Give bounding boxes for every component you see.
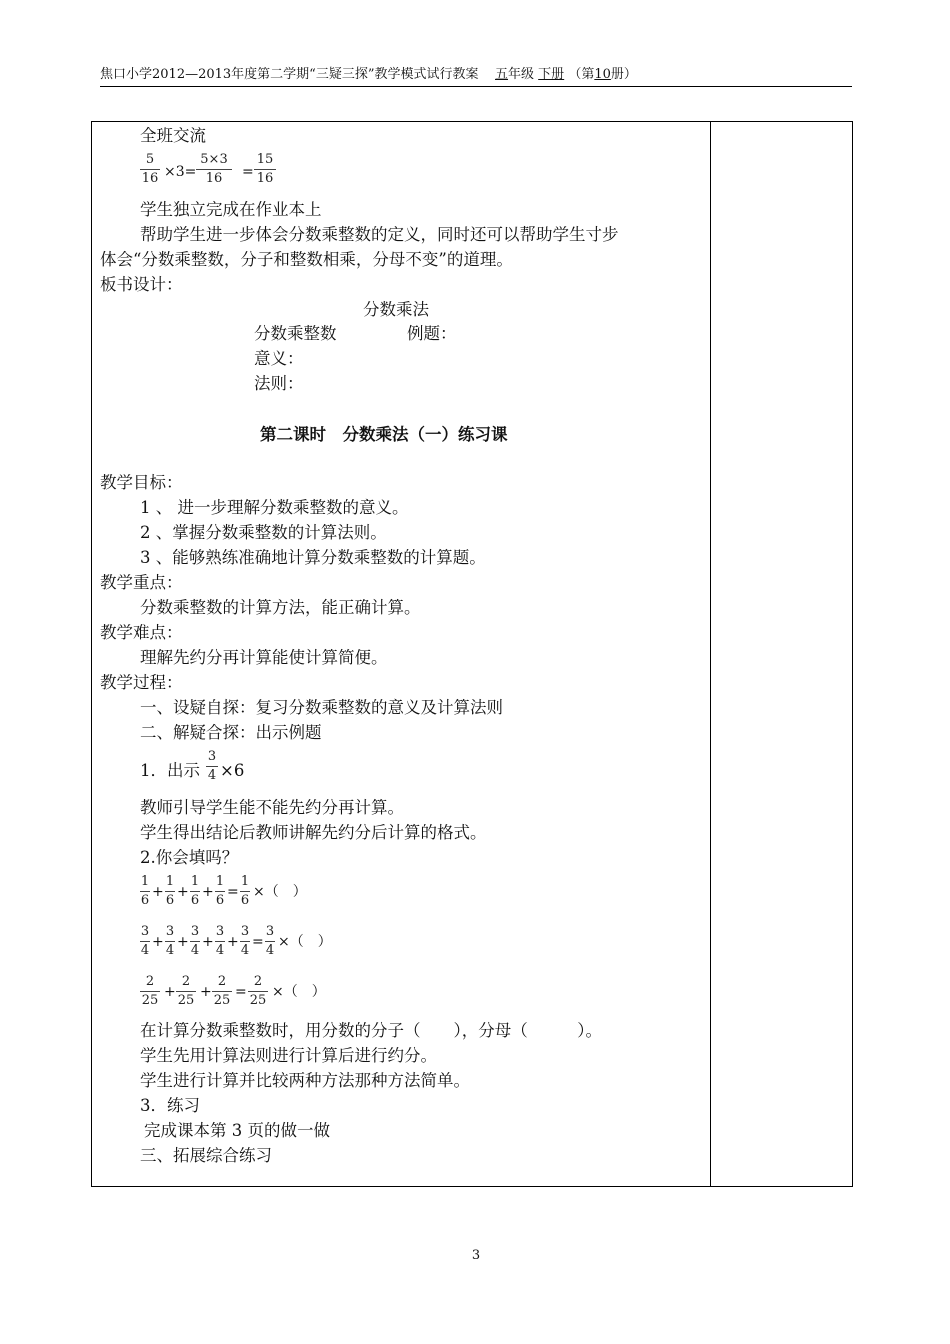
page-header (100, 66, 852, 87)
fraction: 1 6 (215, 874, 225, 908)
numerator: 15 (256, 152, 274, 167)
header-issue-number: 10 (594, 67, 611, 82)
plus-sign: + (202, 884, 214, 900)
fraction: 2 25 (249, 974, 267, 1008)
denominator: 16 (205, 171, 223, 186)
goal-3: 3 、能够熟练准确地计算分数乘整数的计算题。 (140, 548, 486, 567)
fraction-3-4 (206, 749, 218, 784)
key-point-label: 教学重点： (100, 573, 183, 592)
lesson-plan-table (91, 121, 853, 1187)
rule-fill-blank: 在计算分数乘整数时，用分数的分子（ ），分母（ ）。 (140, 1021, 602, 1040)
student-apply-rule: 学生先用计算法则进行计算后进行约分。 (140, 1046, 437, 1065)
board-example-label: 例题： (407, 324, 457, 343)
times-three: ×3= (164, 164, 197, 180)
practice-label: 3．练习 (140, 1096, 200, 1115)
difficulty-text: 理解先约分再计算能使计算简便。 (140, 648, 388, 667)
full-class-exchange: 全班交流 (140, 126, 206, 145)
plus-sign: + (152, 884, 164, 900)
plus-sign: + (177, 884, 189, 900)
teaching-goals-label: 教学目标： (100, 473, 183, 492)
lesson-2-title: 第二课时 分数乘法（一）练习课 (260, 425, 508, 444)
times-blank: ×（ ） (253, 884, 307, 900)
plus-sign: + (164, 984, 176, 1000)
board-design-label: 板书设计： (100, 275, 183, 294)
header-issue-prefix: （第 (568, 67, 595, 82)
board-meaning-label: 意义： (254, 349, 304, 368)
fraction: 1 6 (140, 874, 150, 908)
fill-in-label: 2.你会填吗？ (140, 848, 239, 867)
fraction: 2 25 (177, 974, 195, 1008)
student-conclusion: 学生得出结论后教师讲解先约分后计算的格式。 (140, 823, 487, 842)
numerator: 5 (145, 152, 155, 167)
header-title: 焦口小学2012—2013年度第二学期“三疑三探”教学模式试行教案 (100, 67, 479, 82)
page-number: 3 (471, 1248, 481, 1263)
times-blank: ×（ ） (272, 984, 326, 1000)
equals-sign: = (242, 164, 254, 180)
column-divider (710, 122, 711, 1186)
plus-sign: + (202, 934, 214, 950)
fraction: 3 4 (240, 924, 250, 958)
fraction: 3 4 (265, 924, 275, 958)
help-text-line-1: 帮助学生进一步体会分数乘整数的定义，同时还可以帮助学生寸步 (140, 225, 619, 244)
fraction-5-16 (140, 152, 160, 187)
example-prefix: 1．出示 (140, 761, 200, 780)
fraction: 2 25 (213, 974, 231, 1008)
board-item-fraction-times-integer: 分数乘整数 (254, 324, 337, 343)
fraction: 3 4 (190, 924, 200, 958)
denominator: 16 (141, 171, 159, 186)
independent-work: 学生独立完成在作业本上 (140, 200, 322, 219)
fraction: 3 4 (215, 924, 225, 958)
header-volume: 下册 (538, 67, 565, 82)
process-label: 教学过程： (100, 673, 183, 692)
plus-sign: + (227, 934, 239, 950)
numerator: 3 (207, 749, 217, 764)
fraction: 1 6 (165, 874, 175, 908)
equals-sign: = (227, 884, 239, 900)
plus-sign: + (200, 984, 212, 1000)
step-3: 三、拓展综合练习 (140, 1146, 272, 1165)
equals-sign: = (235, 984, 247, 1000)
plus-sign: + (177, 934, 189, 950)
key-point-text: 分数乘整数的计算方法，能正确计算。 (140, 598, 421, 617)
fraction-5x3-16 (196, 152, 232, 187)
denominator: 16 (256, 171, 274, 186)
fraction-15-16 (254, 152, 276, 187)
goal-1: 1 、 进一步理解分数乘整数的意义。 (140, 498, 409, 517)
fraction: 3 4 (140, 924, 150, 958)
equals-sign: = (252, 934, 264, 950)
denominator: 4 (207, 768, 217, 783)
teacher-guide: 教师引导学生能不能先约分再计算。 (140, 798, 404, 817)
practice-text: 完成课本第 3 页的做一做 (144, 1121, 330, 1140)
header-issue-suffix: 册） (610, 67, 637, 82)
difficulty-label: 教学难点： (100, 623, 183, 642)
board-title: 分数乘法 (363, 300, 429, 319)
step-2: 二、解疑合探：出示例题 (140, 723, 322, 742)
numerator: 5×3 (200, 152, 228, 167)
example-suffix: ×6 (220, 761, 245, 780)
fraction: 1 6 (240, 874, 250, 908)
header-grade: 五 (495, 67, 509, 82)
help-text-line-2: 体会“分数乘整数，分子和整数相乘，分母不变”的道理。 (100, 250, 513, 269)
times-blank: ×（ ） (278, 934, 332, 950)
student-compare: 学生进行计算并比较两种方法那种方法简单。 (140, 1071, 470, 1090)
fraction: 3 4 (165, 924, 175, 958)
fraction: 1 6 (190, 874, 200, 908)
plus-sign: + (152, 934, 164, 950)
step-1: 一、设疑自探：复习分数乘整数的意义及计算法则 (140, 698, 503, 717)
fraction: 2 25 (141, 974, 159, 1008)
header-grade-suffix: 年级 (508, 67, 535, 82)
goal-2: 2 、掌握分数乘整数的计算法则。 (140, 523, 387, 542)
board-rule-label: 法则： (254, 374, 304, 393)
